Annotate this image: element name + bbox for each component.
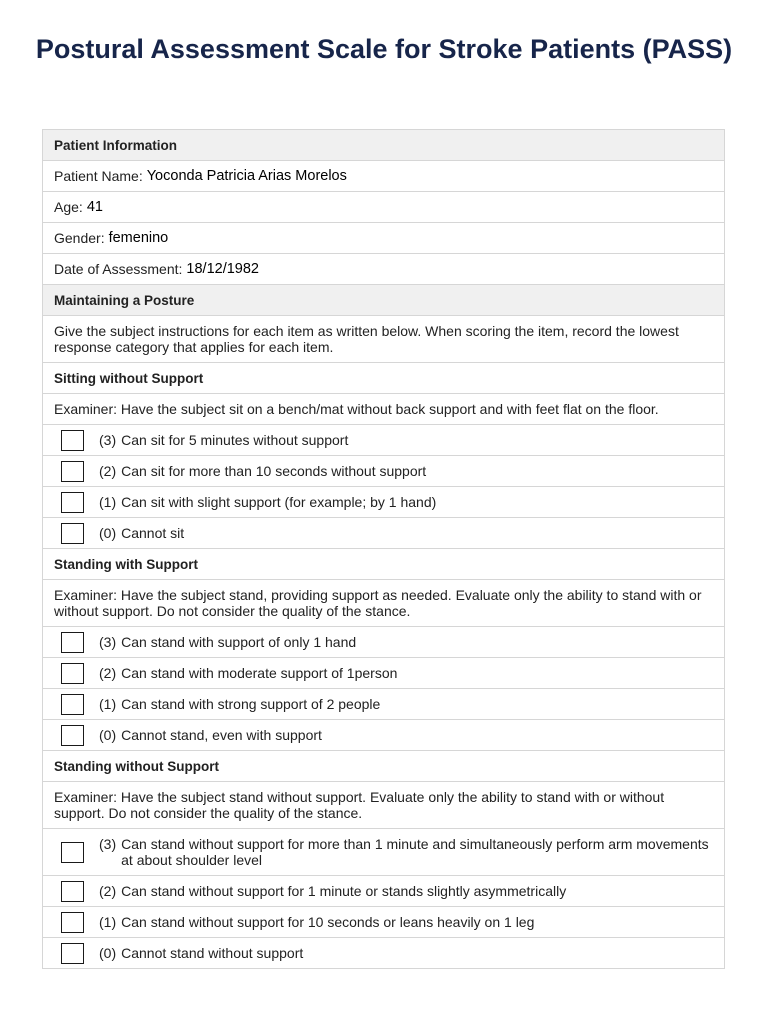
option-text	[99, 463, 426, 479]
sitting-without-support-heading: Sitting without Support	[43, 363, 724, 394]
option-text	[99, 945, 303, 961]
option-description: Can stand with strong support of 2 people	[121, 696, 381, 712]
assessment-date-row	[43, 254, 724, 285]
option-description: Can stand with support of only 1 hand	[121, 634, 357, 650]
option-score: (3)	[99, 836, 117, 852]
option-score: (2)	[99, 883, 117, 899]
posture-section-header: Maintaining a Posture	[43, 285, 724, 316]
standing-without-support-option-2[interactable]	[43, 876, 724, 907]
option-score: (0)	[99, 727, 117, 743]
age-label: Age:	[54, 199, 83, 215]
option-description: Can sit for more than 10 seconds without support	[121, 463, 427, 479]
option-score: (2)	[99, 463, 117, 479]
patient-name-row	[43, 161, 724, 192]
option-score: (2)	[99, 665, 117, 681]
assessment-date-label: Date of Assessment:	[54, 261, 183, 277]
checkbox[interactable]	[61, 523, 84, 544]
sitting-option-0[interactable]	[43, 518, 724, 549]
checkbox[interactable]	[61, 430, 84, 451]
checkbox[interactable]	[61, 492, 84, 513]
option-text	[99, 883, 566, 899]
option-description: Cannot stand without support	[121, 945, 304, 961]
option-score: (3)	[99, 634, 117, 650]
option-description: Can stand without support for 1 minute or stands slightly asymmetrically	[121, 883, 567, 899]
standing-with-support-option-2[interactable]	[43, 658, 724, 689]
option-text	[99, 432, 348, 448]
gender-row	[43, 223, 724, 254]
sitting-option-3[interactable]	[43, 425, 724, 456]
gender-label: Gender:	[54, 230, 105, 246]
posture-instructions: Give the subject instructions for each item as written below. When scoring the item, record the lowest response category that applies for each item.	[43, 316, 724, 363]
option-description: Can sit for 5 minutes without support	[121, 432, 349, 448]
checkbox[interactable]	[61, 725, 84, 746]
standing-without-support-option-3[interactable]	[43, 829, 724, 876]
option-description: Can stand without support for more than 1 minute and simultaneously perform arm movements at about shoulder level	[121, 836, 709, 868]
option-score: (0)	[99, 945, 117, 961]
option-description: Can sit with slight support (for example; by 1 hand)	[121, 494, 437, 510]
option-description: Can stand with moderate support of 1person	[121, 665, 398, 681]
option-description: Can stand without support for 10 seconds or leans heavily on 1 leg	[121, 914, 535, 930]
checkbox[interactable]	[61, 912, 84, 933]
option-text	[99, 727, 322, 743]
checkbox[interactable]	[61, 632, 84, 653]
option-score: (1)	[99, 696, 117, 712]
standing-without-support-heading: Standing without Support	[43, 751, 724, 782]
option-score: (3)	[99, 432, 117, 448]
age-row	[43, 192, 724, 223]
patient-name-value[interactable]: Yoconda Patricia Arias Morelos	[146, 168, 347, 184]
assessment-date-value[interactable]: 18/12/1982	[186, 261, 259, 277]
option-score: (1)	[99, 494, 117, 510]
patient-name-label: Patient Name:	[54, 168, 143, 184]
checkbox[interactable]	[61, 663, 84, 684]
checkbox[interactable]	[61, 694, 84, 715]
option-score: (0)	[99, 525, 117, 541]
option-score: (1)	[99, 914, 117, 930]
checkbox[interactable]	[61, 943, 84, 964]
checkbox[interactable]	[61, 881, 84, 902]
checkbox[interactable]	[61, 842, 84, 863]
sitting-option-1[interactable]	[43, 487, 724, 518]
standing-without-support-option-0[interactable]	[43, 938, 724, 969]
gender-value[interactable]: femenino	[108, 230, 169, 246]
sitting-examiner-note: Examiner: Have the subject sit on a bench/mat without back support and with feet flat on the floor.	[43, 394, 724, 425]
option-text	[99, 836, 724, 868]
page-title: Postural Assessment Scale for Stroke Patients (PASS)	[35, 34, 733, 64]
option-text	[99, 525, 184, 541]
standing-with-support-option-3[interactable]	[43, 627, 724, 658]
option-text	[99, 665, 397, 681]
option-text	[99, 696, 380, 712]
option-description: Cannot sit	[121, 525, 185, 541]
option-description: Cannot stand, even with support	[121, 727, 322, 743]
age-value[interactable]: 41	[86, 199, 103, 215]
standing-without-support-option-1[interactable]	[43, 907, 724, 938]
option-text	[99, 494, 436, 510]
checkbox[interactable]	[61, 461, 84, 482]
standing-with-support-heading: Standing with Support	[43, 549, 724, 580]
patient-info-header: Patient Information	[43, 130, 724, 161]
sitting-option-2[interactable]	[43, 456, 724, 487]
standing-with-support-examiner-note: Examiner: Have the subject stand, providing support as needed. Evaluate only the ability to stand with or without support. Do not consider the quality of the stance.	[43, 580, 724, 627]
option-text	[99, 914, 534, 930]
option-text	[99, 634, 356, 650]
standing-with-support-option-1[interactable]	[43, 689, 724, 720]
pass-form	[42, 129, 725, 969]
standing-without-support-examiner-note: Examiner: Have the subject stand without support. Evaluate only the ability to stand with or without support. Do not consider the quality of the stance.	[43, 782, 724, 829]
standing-with-support-option-0[interactable]	[43, 720, 724, 751]
